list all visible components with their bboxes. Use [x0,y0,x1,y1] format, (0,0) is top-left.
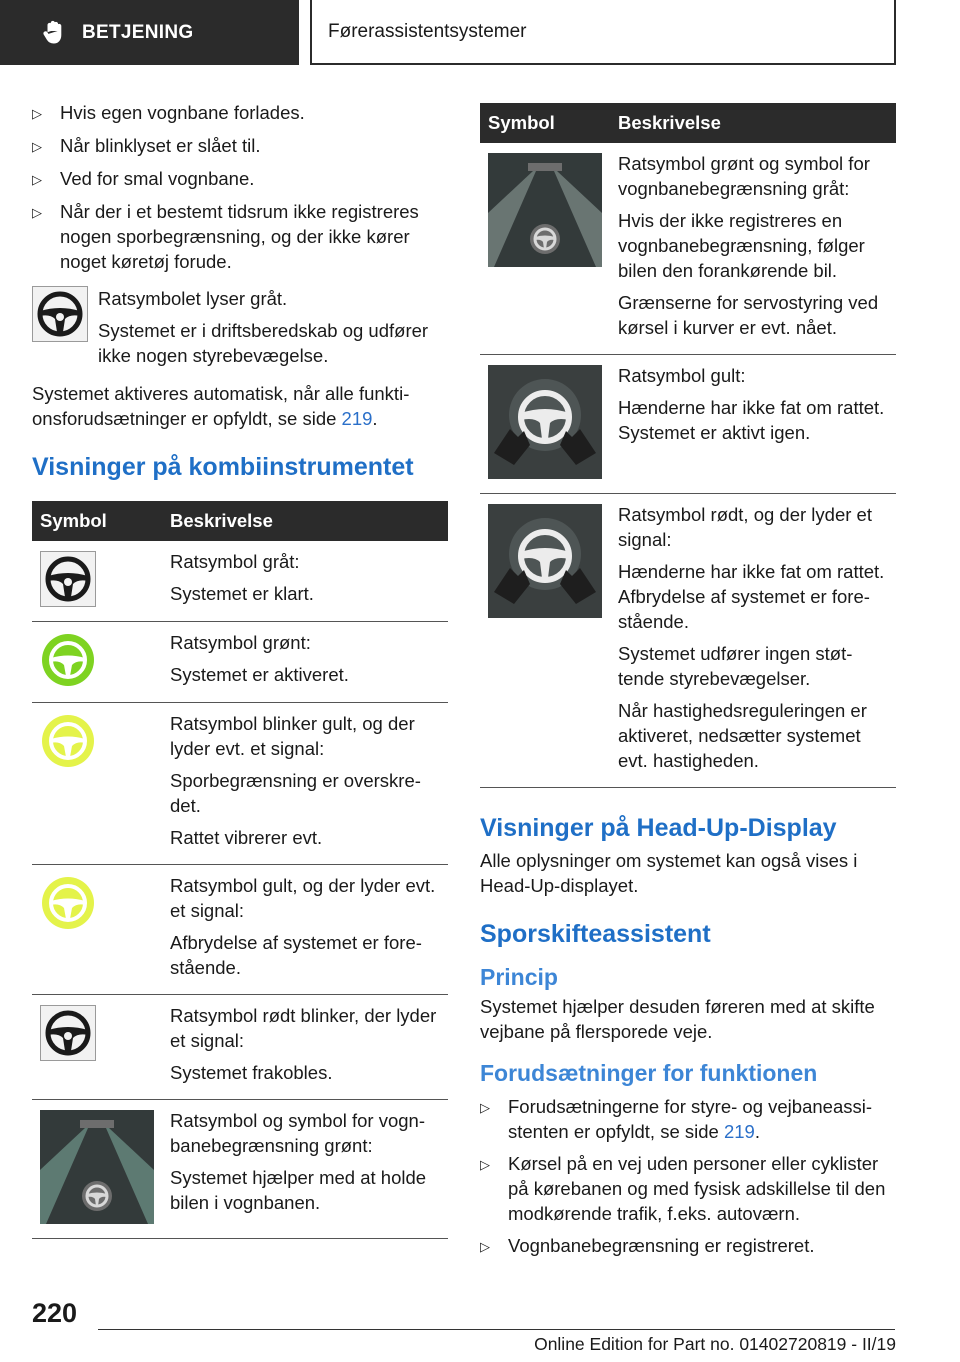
steering-wheel-gray-icon [40,551,96,607]
subsection-heading: Princip [480,964,558,990]
table-row: Ratsymbol gult: Hænderne har ikke fat om rattet. Systemet er aktivt igen. [480,355,896,494]
hands-off-red-icon [488,504,602,618]
standby-description: Systemet er i driftsberedskab og udfører ikke nogen styrebevægelse. [98,320,429,366]
list-item: ▷ Når der i et bestemt tidsrum ikke registreres nogen sporbegrænsning, og der ikke kører noget køretøj forude. [32,201,419,272]
triangle-bullet-icon: ▷ [32,172,42,187]
section-heading: Sporskifteassistent [480,920,711,948]
list-item: ▷ Hvis egen vognbane forlades. [32,100,448,126]
page-link[interactable]: 219 [723,1121,755,1142]
table-row: Ratsymbol gråt: Systemet er klart. [32,541,448,622]
list-item: ▷ Forudsætningerne for styre- og vejbaneassistenten er opfyldt, se side 219. [480,1096,873,1142]
column-header: Beskrivelse [162,501,448,541]
symbol-table [480,103,896,788]
auto-activation-text: Systemet aktiveres automatisk, når alle funktionsforudsætninger er opfyldt, se side 219. [32,383,410,429]
table-row: Ratsymbol gult, og der lyder evt. et signal: Afbrydelse af systemet er forestående. [32,865,448,995]
triangle-bullet-icon: ▷ [32,139,42,154]
hud-text: Alle oplysninger om systemet kan også vises i Head-Up-displayet. [480,850,858,896]
hands-off-yellow-icon [488,365,602,479]
list-item: ▷ Ved for smal vognbane. [32,166,448,192]
table-row: Ratsymbol rødt, og der lyder et signal: Hænderne har ikke fat om rattet. Afbrydelse af systemet er forestående. Systemet udfører ingen støttende styrebevægelser. Når hastighedsreguleringen er aktiveret, nedsætter systemet evt. hastigheden. [480,494,896,788]
edition-footer: Online Edition for Part no. 01402720819 - II/19 [534,1334,896,1354]
chapter-title: Førerassistentsystemer [328,20,527,42]
column-header: Beskrivelse [610,103,896,143]
hand-icon [40,19,68,47]
standby-text: Ratsymbolet lyser gråt. [98,288,288,309]
page-link[interactable]: 219 [341,408,373,429]
triangle-bullet-icon: ▷ [32,106,42,121]
triangle-bullet-icon: ▷ [480,1239,490,1254]
steering-wheel-gray-icon [32,286,88,342]
triangle-bullet-icon: ▷ [480,1157,490,1172]
lane-steering-gray-icon [488,153,602,267]
section-tab [0,0,299,65]
right-column [480,103,896,1266]
principle-text: Systemet hjælper desuden føreren med at skifte vejbane på flersporede veje. [480,996,875,1042]
subsection-heading: Forudsætninger for funktionen [480,1060,818,1086]
table-row: Ratsymbol blinker gult, og der lyder evt. et signal: Sporbegrænsning er overskredet. Rattet vibrerer evt. [32,703,448,865]
table-row: Ratsymbol og symbol for vognbanebegrænsning grønt: Systemet hjælper med at holde bilen i vognbanen. [32,1100,448,1239]
table-row: Ratsymbol rødt blinker, der lyder et signal: Systemet frakobles. [32,995,448,1100]
section-title: BETJENING [82,21,194,43]
list-item: ▷ Kørsel på en vej uden personer eller cyklister på kørebanen og med fysisk adskillelse til den modkørende trafik, f.eks. autoværn. [480,1153,886,1224]
left-column [32,100,448,1239]
list-item: ▷ Vognbanebegrænsning er registreret. [480,1233,896,1259]
steering-wheel-yellow-icon [40,875,96,931]
section-heading: Visninger på kombiinstrumentet [32,453,414,481]
lane-steering-green-icon [40,1110,154,1224]
steering-wheel-yellow-blinking-icon [40,713,96,769]
table-row: Ratsymbol grønt og symbol for vognbanebegrænsning gråt: Hvis der ikke registreres en vognbanebegrænsning, følger bilen den forankørende bil. Grænserne for servostyring ved kørsel i kurver er evt. nået. [480,143,896,355]
steering-wheel-green-icon [40,632,96,688]
list-item: ▷ Når blinklyset er slået til. [32,133,448,159]
triangle-bullet-icon: ▷ [480,1100,490,1115]
section-heading: Visninger på Head-Up-Display [480,814,837,842]
standby-info [32,286,448,375]
chapter-tab [310,0,896,65]
column-header: Symbol [32,501,162,541]
table-row: Ratsymbol grønt: Systemet er aktiveret. [32,622,448,703]
symbol-table [32,501,448,1239]
triangle-bullet-icon: ▷ [32,205,42,220]
page-number: 220 [32,1298,78,1328]
column-header: Symbol [480,103,610,143]
footer-divider [98,1329,895,1330]
steering-wheel-red-blinking-icon [40,1005,96,1061]
